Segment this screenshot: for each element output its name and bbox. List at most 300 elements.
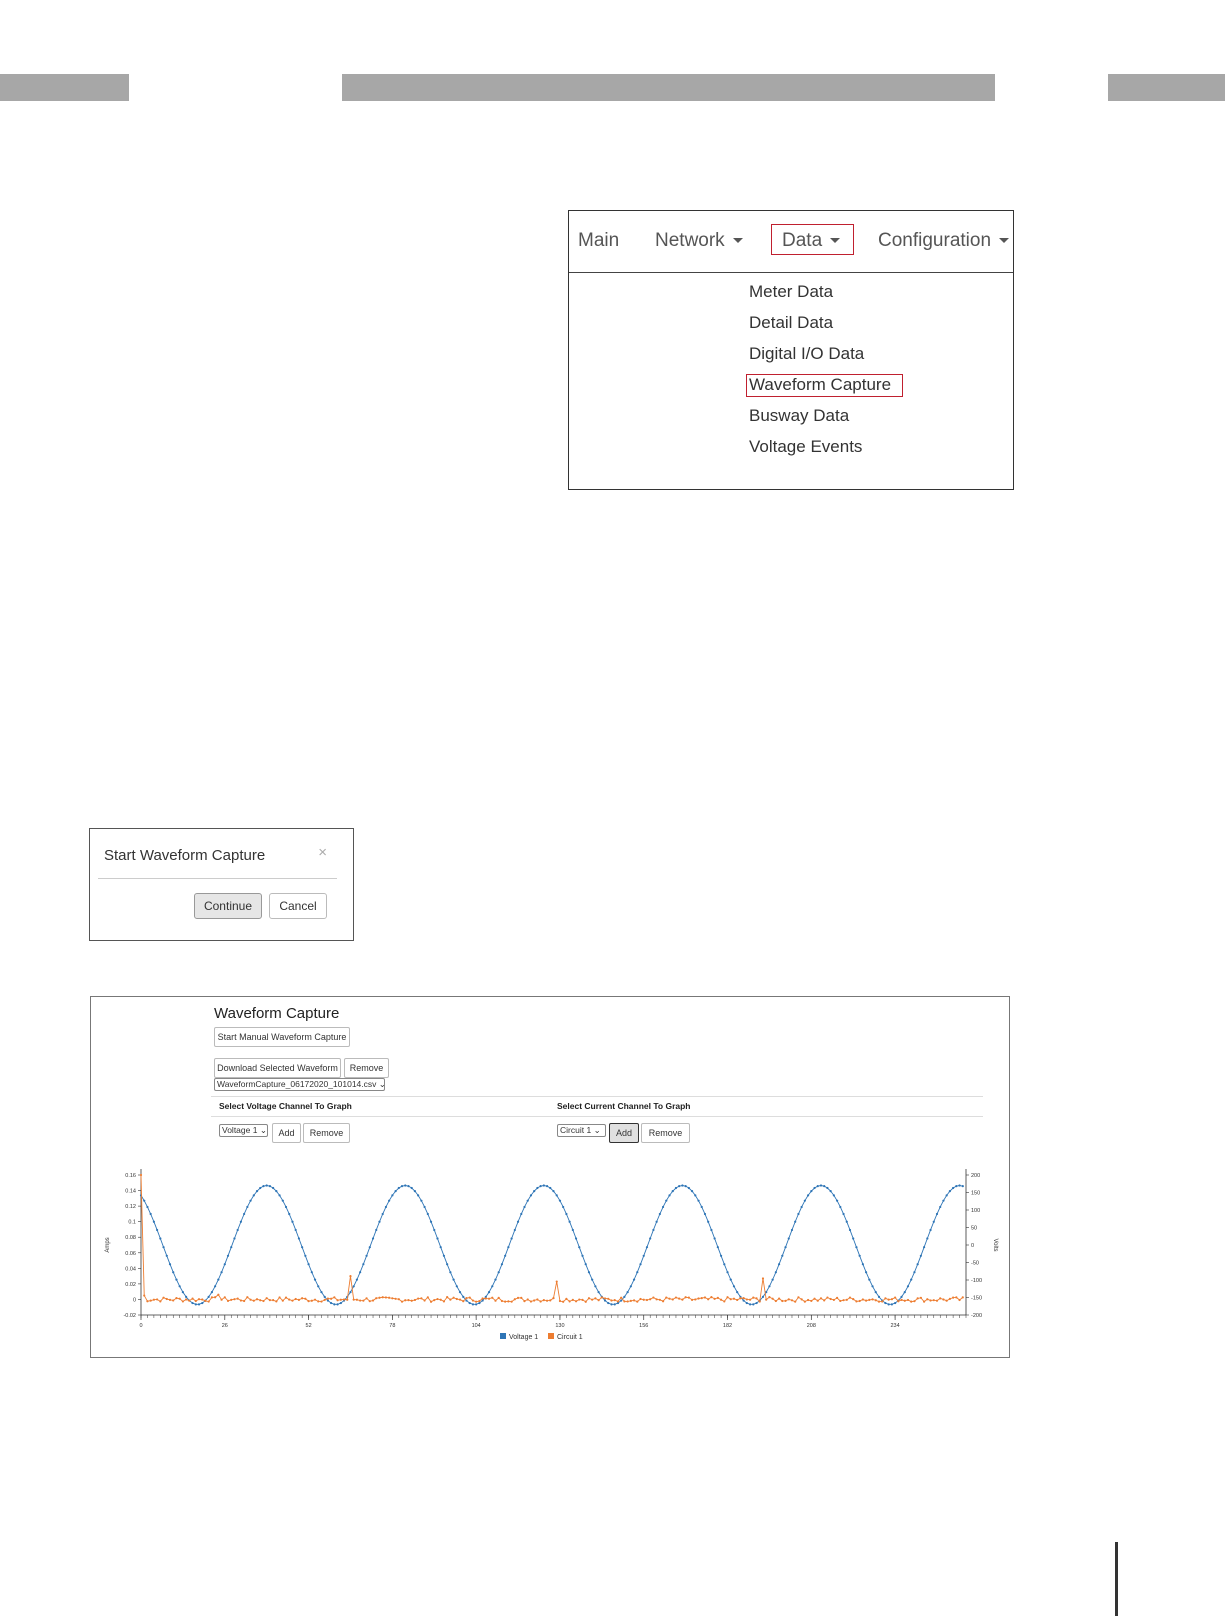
x-tick-label: 78 — [389, 1323, 396, 1329]
voltage-1-point — [230, 1246, 232, 1248]
voltage-1-point — [710, 1229, 712, 1231]
circuit-1-point — [736, 1299, 738, 1301]
voltage-1-point — [491, 1285, 493, 1287]
voltage-1-point — [723, 1263, 725, 1265]
circuit-1-point — [317, 1300, 319, 1302]
circuit-1-point — [295, 1298, 297, 1300]
menu-item-digital-io-data[interactable]: Digital I/O Data — [749, 344, 865, 363]
menu-item-meter-data[interactable]: Meter Data — [749, 282, 834, 301]
circuit-1-point — [604, 1297, 606, 1299]
y-right-tick-label: 50 — [971, 1225, 978, 1232]
circuit-1-point — [378, 1297, 380, 1299]
circuit-1-point — [427, 1296, 429, 1298]
circuit-1-point — [888, 1299, 890, 1301]
circuit-1-point — [411, 1300, 413, 1302]
circuit-1-point — [607, 1298, 609, 1300]
voltage-1-point — [330, 1302, 332, 1304]
y-right-tick-label: 200 — [971, 1173, 981, 1179]
voltage-1-point — [559, 1200, 561, 1202]
voltage-1-point — [443, 1255, 445, 1257]
voltage-1-point — [237, 1229, 239, 1231]
voltage-1-point — [169, 1263, 171, 1265]
circuit-1-point — [307, 1300, 309, 1302]
circuit-1-point — [575, 1300, 577, 1302]
circuit-1-point — [533, 1299, 535, 1301]
voltage-1-point — [768, 1285, 770, 1287]
circuit-1-point — [681, 1299, 683, 1301]
voltage-1-point — [826, 1187, 828, 1189]
y-right-tick-label: -200 — [971, 1313, 983, 1319]
voltage-1-point — [256, 1190, 258, 1192]
download-waveform-button[interactable]: Download Selected Waveform — [214, 1058, 341, 1078]
voltage-1-point — [166, 1255, 168, 1257]
nav-configuration-label: Configuration — [878, 230, 992, 251]
circuit-1-point — [249, 1299, 251, 1301]
voltage-1-point — [195, 1303, 197, 1305]
y-left-tick-label: 0.08 — [125, 1235, 136, 1242]
top-nav-bar — [569, 211, 1013, 273]
circuit-1-point — [813, 1298, 815, 1300]
y-left-axis-title: Amps — [105, 1237, 111, 1253]
voltage-1-point — [752, 1303, 754, 1305]
voltage-1-point — [627, 1291, 629, 1293]
circuit-1-point — [191, 1298, 193, 1300]
circuit-1-point — [855, 1300, 857, 1302]
nav-main[interactable] — [578, 230, 619, 252]
voltage-1-point — [533, 1190, 535, 1192]
circuit-1-point — [417, 1297, 419, 1299]
voltage-1-point — [933, 1221, 935, 1223]
header-bar-right — [1108, 74, 1225, 101]
voltage-1-point — [694, 1194, 696, 1196]
voltage-1-point — [172, 1271, 174, 1273]
circuit-1-point — [353, 1299, 355, 1301]
y-left-tick-label: 0.06 — [125, 1250, 136, 1257]
voltage-1-point — [575, 1237, 577, 1239]
circuit-1-point — [253, 1300, 255, 1302]
circuit-1-point — [717, 1297, 719, 1299]
circuit-1-point — [491, 1297, 493, 1299]
voltage-1-point — [794, 1221, 796, 1223]
circuit-1-point — [523, 1300, 525, 1302]
nav-menu-screenshot — [568, 210, 1014, 490]
circuit-1-point — [430, 1301, 432, 1303]
circuit-1-point — [556, 1280, 558, 1282]
voltage-1-point — [730, 1279, 732, 1281]
circuit-1-point — [514, 1298, 516, 1300]
circuit-1-point — [688, 1297, 690, 1299]
voltage-1-point — [249, 1200, 251, 1202]
menu-item-waveform-capture[interactable]: Waveform Capture — [749, 375, 892, 394]
voltage-1-point — [504, 1255, 506, 1257]
circuit-1-point — [540, 1300, 542, 1302]
voltage-1-point — [791, 1229, 793, 1231]
voltage-1-point — [820, 1184, 822, 1186]
circuit-1-point — [842, 1299, 844, 1301]
circuit-1-point — [372, 1299, 374, 1301]
circuit-1-point — [659, 1299, 661, 1301]
voltage-1-point — [317, 1285, 319, 1287]
circuit-1-point — [446, 1296, 448, 1298]
voltage-1-point — [871, 1285, 873, 1287]
circuit-1-point — [762, 1277, 764, 1279]
voltage-1-point — [217, 1279, 219, 1281]
circuit-1-point — [643, 1299, 645, 1301]
circuit-1-point — [830, 1298, 832, 1300]
circuit-1-point — [175, 1297, 177, 1299]
circuit-1-point — [949, 1298, 951, 1300]
voltage-1-point — [285, 1206, 287, 1208]
waveform-title: Waveform Capture — [214, 1005, 340, 1022]
voltage-1-point — [920, 1255, 922, 1257]
voltage-1-point — [923, 1246, 925, 1248]
circuit-1-point — [414, 1299, 416, 1301]
circuit-1-point — [723, 1300, 725, 1302]
voltage-1-point — [656, 1221, 658, 1223]
voltage-1-point — [788, 1237, 790, 1239]
circuit-1-point — [598, 1299, 600, 1301]
voltage-1-point — [530, 1194, 532, 1196]
voltage-1-point — [578, 1246, 580, 1248]
x-tick-label: 182 — [722, 1323, 733, 1329]
voltage-1-point — [520, 1213, 522, 1215]
nav-data-label: Data — [782, 230, 823, 251]
circuit-1-point — [839, 1300, 841, 1302]
voltage-1-point — [452, 1279, 454, 1281]
y-right-tick-label: -150 — [971, 1295, 983, 1302]
voltage-1-point — [852, 1237, 854, 1239]
circuit-1-point — [685, 1296, 687, 1298]
voltage-1-point — [214, 1285, 216, 1287]
circuit-1-point — [278, 1296, 280, 1298]
voltage-1-point — [536, 1187, 538, 1189]
circuit-1-point — [172, 1299, 174, 1301]
voltage-1-point — [701, 1206, 703, 1208]
circuit-1-point — [907, 1299, 909, 1301]
x-tick-label: 208 — [806, 1323, 816, 1329]
circuit-1-point — [817, 1300, 819, 1302]
circuit-1-point — [517, 1297, 519, 1299]
circuit-1-point — [272, 1299, 274, 1301]
voltage-1-point — [404, 1184, 406, 1186]
start-manual-capture-button[interactable]: Start Manual Waveform Capture — [214, 1027, 350, 1047]
circuit-1-point — [443, 1300, 445, 1302]
voltage-1-point — [746, 1302, 748, 1304]
voltage-1-point — [697, 1200, 699, 1202]
nav-configuration[interactable] — [878, 230, 1009, 252]
menu-item-voltage-events[interactable]: Voltage Events — [749, 437, 863, 456]
circuit-1-point — [714, 1298, 716, 1300]
voltage-1-point — [910, 1279, 912, 1281]
circuit-1-point — [588, 1297, 590, 1299]
voltage-1-point — [159, 1237, 161, 1239]
circuit-1-point — [581, 1299, 583, 1301]
voltage-1-point — [394, 1190, 396, 1192]
voltage-1-point — [411, 1187, 413, 1189]
current-channel-heading: Select Current Channel To Graph — [557, 1101, 691, 1111]
circuit-1-point — [917, 1297, 919, 1299]
circuit-1-point — [804, 1301, 806, 1303]
voltage-1-point — [375, 1229, 377, 1231]
voltage-1-point — [665, 1200, 667, 1202]
circuit-1-point — [678, 1298, 680, 1300]
circuit-1-point — [765, 1298, 767, 1300]
circuit-1-point — [527, 1298, 529, 1300]
voltage-1-point — [511, 1237, 513, 1239]
voltage-1-point — [320, 1291, 322, 1293]
circuit-1-point — [746, 1298, 748, 1300]
circuit-1-point — [891, 1298, 893, 1300]
circuit-1-point — [691, 1299, 693, 1301]
y-left-tick-label: 0.16 — [125, 1173, 136, 1179]
voltage-1-point — [807, 1194, 809, 1196]
voltage-1-point — [349, 1291, 351, 1293]
voltage-1-point — [517, 1221, 519, 1223]
circuit-1-point — [585, 1301, 587, 1303]
circuit-1-point — [939, 1297, 941, 1299]
voltage-1-point — [717, 1246, 719, 1248]
circuit-1-point — [356, 1299, 358, 1301]
circuit-1-point — [262, 1300, 264, 1302]
x-tick-label: 26 — [221, 1323, 228, 1329]
voltage-1-point — [436, 1237, 438, 1239]
circuit-1-point — [630, 1300, 632, 1302]
voltage-1-point — [478, 1302, 480, 1304]
circuit-1-point — [652, 1296, 654, 1298]
x-tick-label: 130 — [555, 1323, 565, 1329]
voltage-1-point — [356, 1279, 358, 1281]
circuit-1-point — [920, 1297, 922, 1299]
circuit-1-point — [743, 1297, 745, 1299]
chevron-down-icon: ⌄ — [378, 1079, 386, 1089]
voltage-channel-select-value: Voltage 1 — [222, 1125, 258, 1135]
circuit-1-point — [594, 1297, 596, 1299]
voltage-1-point — [391, 1194, 393, 1196]
voltage-1-point — [398, 1187, 400, 1189]
voltage-1-point — [262, 1185, 264, 1187]
voltage-1-point — [259, 1187, 261, 1189]
nav-network[interactable] — [655, 230, 743, 252]
circuit-1-point — [933, 1299, 935, 1301]
voltage-1-point — [594, 1285, 596, 1287]
close-icon[interactable]: × — [318, 844, 327, 861]
voltage-1-point — [894, 1302, 896, 1304]
voltage-1-point — [836, 1200, 838, 1202]
circuit-1-point — [388, 1297, 390, 1299]
circuit-1-point — [546, 1300, 548, 1302]
circuit-1-point — [204, 1300, 206, 1302]
circuit-1-point — [156, 1298, 158, 1300]
voltage-1-point — [417, 1194, 419, 1196]
voltage-1-point — [420, 1200, 422, 1202]
circuit-1-point — [359, 1299, 361, 1301]
voltage-1-point — [630, 1285, 632, 1287]
remove-waveform-button[interactable]: Remove — [344, 1058, 389, 1078]
y-right-tick-label: -50 — [971, 1260, 979, 1267]
voltage-1-point — [523, 1206, 525, 1208]
circuit-1-point — [707, 1298, 709, 1300]
circuit-1-point — [469, 1296, 471, 1298]
circuit-1-point — [791, 1299, 793, 1301]
add-current-button[interactable]: Add — [609, 1123, 639, 1143]
voltage-1-point — [569, 1221, 571, 1223]
y-right-tick-label: 0 — [971, 1243, 975, 1249]
voltage-1-point — [369, 1246, 371, 1248]
circuit-1-point — [275, 1300, 277, 1302]
circuit-1-point — [436, 1298, 438, 1300]
circuit-1-point — [852, 1298, 854, 1300]
voltage-1-point — [269, 1185, 271, 1187]
menu-item-busway-data[interactable]: Busway Data — [749, 406, 850, 425]
circuit-1-point — [246, 1296, 248, 1298]
voltage-1-point — [311, 1271, 313, 1273]
voltage-1-point — [475, 1303, 477, 1305]
voltage-1-line — [141, 1186, 963, 1305]
circuit-1-point — [498, 1297, 500, 1299]
circuit-1-point — [349, 1275, 351, 1277]
voltage-1-point — [659, 1213, 661, 1215]
circuit-1-point — [617, 1300, 619, 1302]
circuit-1-point — [910, 1301, 912, 1303]
circuit-1-point — [636, 1301, 638, 1303]
voltage-1-point — [353, 1285, 355, 1287]
voltage-1-point — [736, 1291, 738, 1293]
circuit-1-point — [475, 1301, 477, 1303]
circuit-1-point — [591, 1299, 593, 1301]
circuit-1-point — [485, 1297, 487, 1299]
circuit-1-point — [153, 1299, 155, 1301]
voltage-1-point — [888, 1303, 890, 1305]
voltage-1-point — [427, 1213, 429, 1215]
legend-label-voltage-1: Voltage 1 — [509, 1334, 539, 1341]
circuit-1-point — [314, 1299, 316, 1301]
voltage-1-point — [855, 1246, 857, 1248]
circuit-1-point — [694, 1298, 696, 1300]
voltage-1-point — [917, 1263, 919, 1265]
y-left-tick-label: -0.02 — [123, 1313, 136, 1319]
circuit-1-point — [449, 1299, 451, 1301]
circuit-1-point — [240, 1299, 242, 1301]
circuit-1-point — [788, 1298, 790, 1300]
circuit-1-point — [423, 1299, 425, 1301]
circuit-1-point — [807, 1299, 809, 1301]
circuit-1-point — [952, 1297, 954, 1299]
voltage-1-point — [430, 1221, 432, 1223]
voltage-1-point — [465, 1299, 467, 1301]
x-tick-label: 52 — [305, 1323, 312, 1329]
circuit-1-point — [752, 1297, 754, 1299]
voltage-1-point — [704, 1213, 706, 1215]
circuit-1-point — [894, 1296, 896, 1298]
voltage-1-point — [233, 1237, 235, 1239]
circuit-1-point — [875, 1299, 877, 1301]
circuit-1-point — [220, 1299, 222, 1301]
circuit-1-point — [562, 1301, 564, 1303]
circuit-1-point — [398, 1298, 400, 1300]
circuit-1-point — [649, 1298, 651, 1300]
voltage-1-point — [623, 1296, 625, 1298]
voltage-1-point — [907, 1285, 909, 1287]
remove-current-button[interactable]: Remove — [641, 1123, 690, 1143]
remove-voltage-button[interactable]: Remove — [303, 1123, 350, 1143]
header-bar-center — [342, 74, 995, 101]
circuit-1-point — [697, 1297, 699, 1299]
voltage-1-point — [449, 1271, 451, 1273]
x-tick-label: 234 — [890, 1323, 900, 1329]
voltage-1-point — [459, 1291, 461, 1293]
circuit-1-point — [507, 1300, 509, 1302]
voltage-1-point — [340, 1302, 342, 1304]
voltage-1-point — [333, 1303, 335, 1305]
menu-item-detail-data[interactable]: Detail Data — [749, 313, 834, 332]
circuit-1-point — [530, 1300, 532, 1302]
circuit-1-point — [823, 1299, 825, 1301]
voltage-1-point — [813, 1187, 815, 1189]
voltage-1-point — [607, 1302, 609, 1304]
circuit-1-point — [365, 1297, 367, 1299]
circuit-1-point — [230, 1299, 232, 1301]
y-left-tick-label: 0.02 — [125, 1281, 136, 1288]
circuit-1-point — [639, 1298, 641, 1300]
voltage-1-point — [588, 1271, 590, 1273]
circuit-1-point — [549, 1299, 551, 1301]
chevron-down-icon: ⌄ — [593, 1125, 601, 1135]
voltage-1-point — [720, 1255, 722, 1257]
voltage-1-point — [266, 1184, 268, 1186]
circuit-1-point — [862, 1298, 864, 1300]
voltage-1-point — [253, 1194, 255, 1196]
circuit-1-point — [266, 1297, 268, 1299]
circuit-1-point — [282, 1300, 284, 1302]
voltage-1-point — [778, 1263, 780, 1265]
circuit-1-point — [578, 1298, 580, 1300]
voltage-1-point — [565, 1213, 567, 1215]
y-right-axis-title: Volts — [992, 1238, 998, 1252]
voltage-1-point — [378, 1221, 380, 1223]
circuit-1-point — [710, 1296, 712, 1298]
start-waveform-dialog — [89, 828, 354, 941]
circuit-1-point — [320, 1300, 322, 1302]
voltage-1-point — [904, 1291, 906, 1293]
header-bar-left — [0, 74, 129, 101]
circuit-1-point — [324, 1299, 326, 1301]
voltage-1-point — [179, 1285, 181, 1287]
voltage-1-point — [675, 1187, 677, 1189]
voltage-1-point — [585, 1263, 587, 1265]
voltage-1-point — [755, 1302, 757, 1304]
circuit-1-point — [217, 1294, 219, 1296]
circuit-1-point — [768, 1296, 770, 1298]
circuit-1-point — [520, 1297, 522, 1299]
chevron-down-icon: ⌄ — [259, 1125, 267, 1135]
circuit-1-point — [620, 1297, 622, 1299]
voltage-1-point — [643, 1255, 645, 1257]
circuit-1-point — [565, 1298, 567, 1300]
add-voltage-button[interactable]: Add — [272, 1123, 301, 1143]
circuit-1-point — [749, 1299, 751, 1301]
voltage-1-point — [224, 1263, 226, 1265]
voltage-1-point — [498, 1271, 500, 1273]
cancel-button[interactable]: Cancel — [269, 893, 327, 919]
circuit-1-point — [801, 1298, 803, 1300]
voltage-1-point — [243, 1213, 245, 1215]
voltage-1-point — [900, 1296, 902, 1298]
circuit-1-point — [675, 1296, 677, 1298]
y-right-tick-label: 150 — [971, 1190, 981, 1197]
circuit-1-point — [962, 1296, 964, 1298]
voltage-1-point — [456, 1285, 458, 1287]
continue-button[interactable]: Continue — [194, 893, 262, 919]
